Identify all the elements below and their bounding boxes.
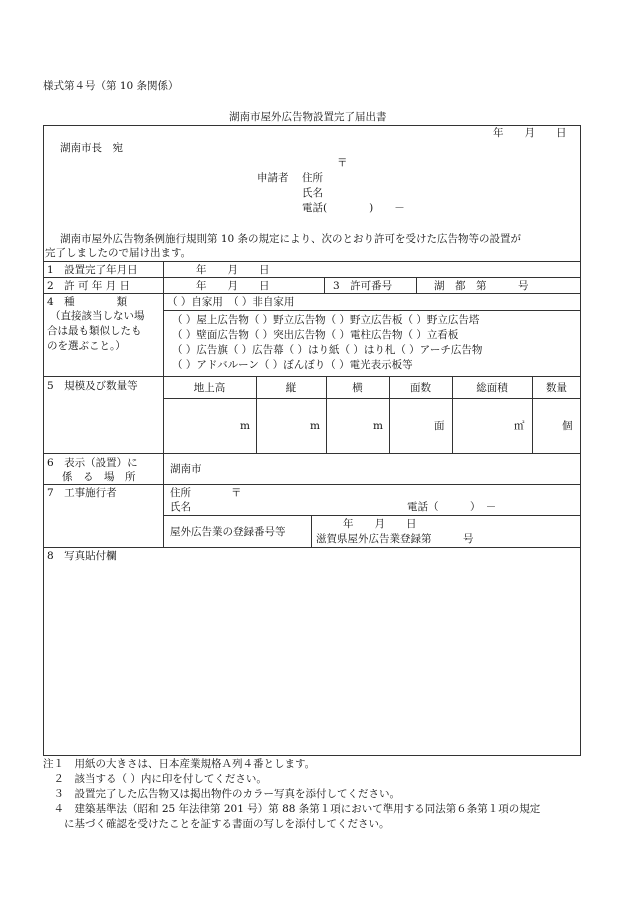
submission-date[interactable]: 年 月 日 — [493, 127, 567, 139]
unit-total-area[interactable]: ㎡ — [514, 420, 525, 432]
size-header-vertical: 縦 — [285, 382, 297, 394]
note-1: 注１ 用紙の大きさは、日本産業規格Ａ列４番とします。 — [43, 758, 316, 770]
applicant-name-label[interactable]: 氏名 — [302, 187, 323, 199]
rule — [311, 515, 312, 547]
contractor-postal-mark: 〒 — [231, 487, 242, 499]
contractor-name-label[interactable]: 氏名 — [170, 501, 191, 513]
row6-label-line1: 6 表示（設置）に — [47, 457, 138, 469]
note-4-line1: ４ 建築基準法（昭和 25 年法律第 201 号）第 88 条第１項において準用する同法第６条第１項の規定 — [43, 803, 541, 815]
rule — [163, 310, 581, 311]
size-header-horizontal: 横 — [352, 382, 363, 394]
unit-faces[interactable]: 面 — [434, 420, 445, 432]
applicant-phone-label[interactable]: 電話( ) － — [302, 202, 405, 214]
rule — [43, 484, 581, 485]
unit-vertical[interactable]: m — [310, 420, 320, 432]
rule — [43, 293, 581, 294]
rule — [163, 398, 581, 399]
rule — [324, 277, 325, 293]
row4-label: 4 種 類 — [47, 296, 128, 308]
registration-date-field[interactable]: 年 月 日 — [343, 518, 417, 530]
row2-date-field[interactable]: 年 月 日 — [196, 280, 270, 292]
note-3: ３ 設置完了した広告物又は掲出物件のカラー写真を添付してください。 — [43, 788, 400, 800]
type-option-line[interactable]: （ ）屋上広告物（ ）野立広告物（ ）野立広告板（ ）野立広告塔 — [172, 314, 480, 326]
row5-label: 5 規模及び数量等 — [47, 380, 138, 392]
row1-label: 1 設置完了年月日 — [47, 264, 138, 276]
applicant-label: 申請者 — [257, 172, 289, 184]
rule — [43, 261, 581, 262]
registration-number-field[interactable]: 滋賀県屋外広告業登録第 号 — [316, 533, 474, 545]
applicant-address-label[interactable]: 住所 — [302, 172, 323, 184]
size-header-faces: 面数 — [410, 382, 431, 394]
ownership-options[interactable]: （ ）自家用 （ ）非自家用 — [167, 296, 295, 308]
unit-height[interactable]: m — [240, 420, 250, 432]
unit-horizontal[interactable]: m — [373, 420, 383, 432]
row4-note-line2: 合は最も類似したも — [47, 325, 142, 337]
rule — [163, 261, 164, 547]
contractor-address-label[interactable]: 住所 — [170, 487, 191, 499]
rule — [43, 453, 581, 454]
rule — [43, 277, 581, 278]
intro-text-line1: 湖南市屋外広告物条例施行規則第 10 条の規定により、次のとおり許可を受けた広告物等の設置が — [60, 233, 522, 245]
type-option-line[interactable]: （ ）壁面広告物（ ）突出広告物（ ）電柱広告物（ ）立看板 — [172, 329, 459, 341]
row3-label: 3 許可番号 — [333, 280, 393, 292]
contractor-phone-label[interactable]: 電話（ ） － — [407, 501, 497, 513]
addressee: 湖南市長 宛 — [60, 142, 123, 154]
row4-note-line3: のを選ぶこと。） — [47, 340, 126, 352]
form-title: 湖南市屋外広告物設置完了届出書 — [229, 111, 387, 123]
rule — [43, 376, 581, 377]
rule — [163, 515, 581, 516]
unit-quantity[interactable]: 個 — [562, 420, 573, 432]
size-header-quantity: 数量 — [546, 382, 567, 394]
permit-number-field[interactable]: 湖 都 第 号 — [434, 280, 529, 292]
type-option-line[interactable]: （ ）アドバルーン（ ）ぼんぼり（ ）電光表示板等 — [172, 359, 413, 371]
row2-label: 2 許 可 年 月 日 — [47, 280, 131, 292]
form-number: 様式第４号（第 10 条関係） — [43, 80, 179, 92]
row8-label: 8 写真貼付欄 — [47, 550, 117, 562]
note-4-line2: に基づく確認を受けたことを証する書面の写しを添付してください。 — [43, 818, 390, 830]
row7-label: 7 工事施行者 — [47, 487, 117, 499]
size-header-total-area: 総面積 — [476, 382, 508, 394]
photo-area[interactable] — [163, 548, 579, 754]
row6-label-line2: 係 る 場 所 — [62, 471, 136, 483]
rule — [416, 277, 417, 293]
note-2: ２ 該当する（ ）内に印を付してください。 — [43, 773, 267, 785]
size-header-height: 地上高 — [193, 382, 226, 394]
intro-text-line2: 完了しましたので届け出ます。 — [45, 247, 192, 259]
row1-date-field[interactable]: 年 月 日 — [196, 264, 270, 276]
location-field[interactable]: 湖南市 — [170, 463, 202, 475]
registration-label: 屋外広告業の登録番号等 — [170, 526, 286, 538]
type-option-line[interactable]: （ ）広告旗（ ）広告幕（ ）はり紙（ ）はり札（ ）アーチ広告物 — [172, 344, 483, 356]
applicant-postal-mark: 〒 — [337, 157, 348, 169]
row4-note-line1: （直接該当しない場 — [50, 310, 145, 322]
